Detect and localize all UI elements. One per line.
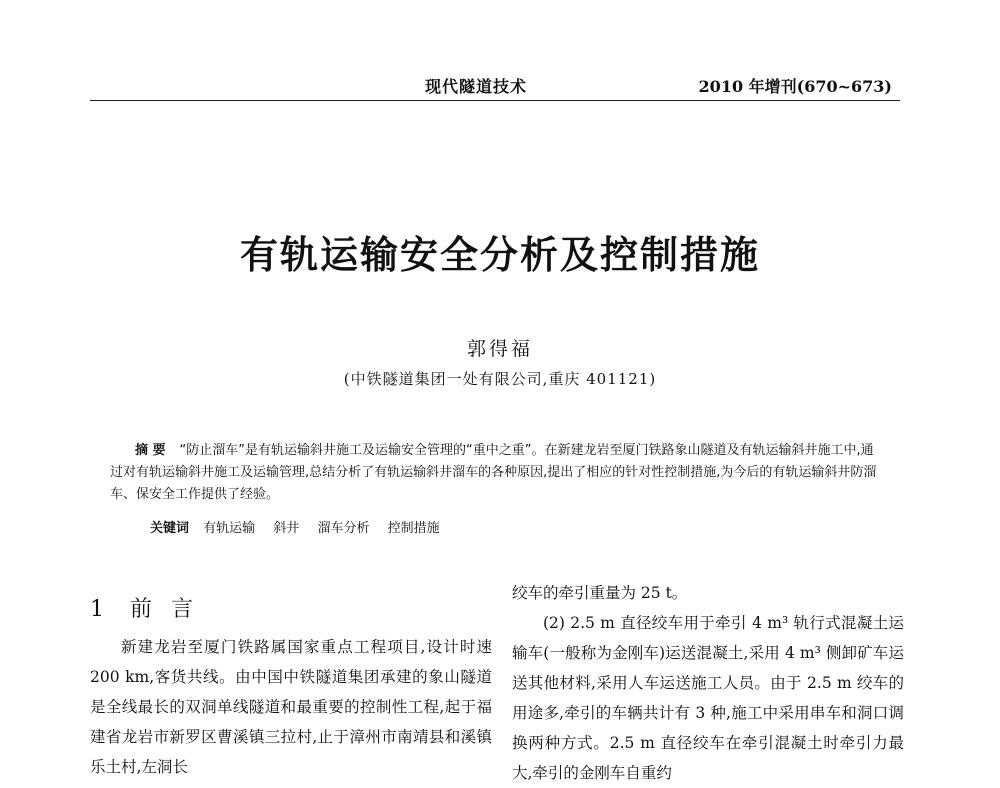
paper-title: 有轨运输安全分析及控制措施	[239, 233, 760, 277]
issue-info: 2010 年增刊(670~673)	[698, 77, 892, 96]
keyword: 控制措施	[387, 521, 440, 536]
section-number: 1	[90, 597, 110, 622]
author-name: 郭得福	[466, 338, 533, 360]
keyword: 有轨运输	[203, 521, 256, 536]
header-rule	[90, 100, 900, 101]
abstract-label: 摘 要	[135, 443, 166, 458]
keyword: 溜车分析	[317, 521, 370, 536]
right-column	[512, 578, 904, 788]
keyword: 斜井	[273, 521, 300, 536]
body-paragraph: 新建龙岩至厦门铁路属国家重点工程项目,设计时速 200 km,客货共线。由中国中铁隧道集团承建的象山隧道是全线最长的双洞单线隧道和最重要的控制性工程,起于福建省龙岩市新罗区曹溪镇三拉村,止于漳州市南靖县和溪镇乐土村,左洞长	[90, 638, 492, 776]
abstract-paragraph	[110, 440, 885, 506]
abstract-block	[110, 440, 885, 506]
body-paragraph-continuation: 绞车的牵引重量为 25 t。	[512, 584, 688, 602]
abstract-text: “防止溜车”是有轨运输斜井施工及运输安全管理的“重中之重”。在新建龙岩至厦门铁路象山隧道及有轨运输斜井施工中,通过对有轨运输斜井施工及运输管理,总结分析了有轨运输斜井溜车的各种原因,提出了相应的针对性控制措施,为今后的有轨运输斜井防溜车、保安全工作提供了经验。	[110, 443, 877, 502]
section-heading	[90, 592, 199, 623]
journal-name: 现代隧道技术	[425, 77, 528, 96]
keywords-line	[150, 517, 454, 536]
keywords-label: 关键词	[150, 521, 190, 536]
author-affiliation: (中铁隧道集团一处有限公司,重庆 401121)	[343, 370, 657, 388]
section-title: 前 言	[130, 597, 199, 622]
body-paragraph: (2) 2.5 m 直径绞车用于牵引 4 m³ 轨行式混凝土运输车(一般称为金刚车)运送混凝土,采用 4 m³ 侧卸矿车运送其他材料,采用人车运送施工人员。由于 2.5 m 绞车的用途多,牵引的车辆共计有 3 种,施工中采用串车和洞口调换两种方式。2.5 m 直径绞车在牵引混凝土时牵引力最大,牵引的金刚车自重约	[512, 614, 904, 782]
